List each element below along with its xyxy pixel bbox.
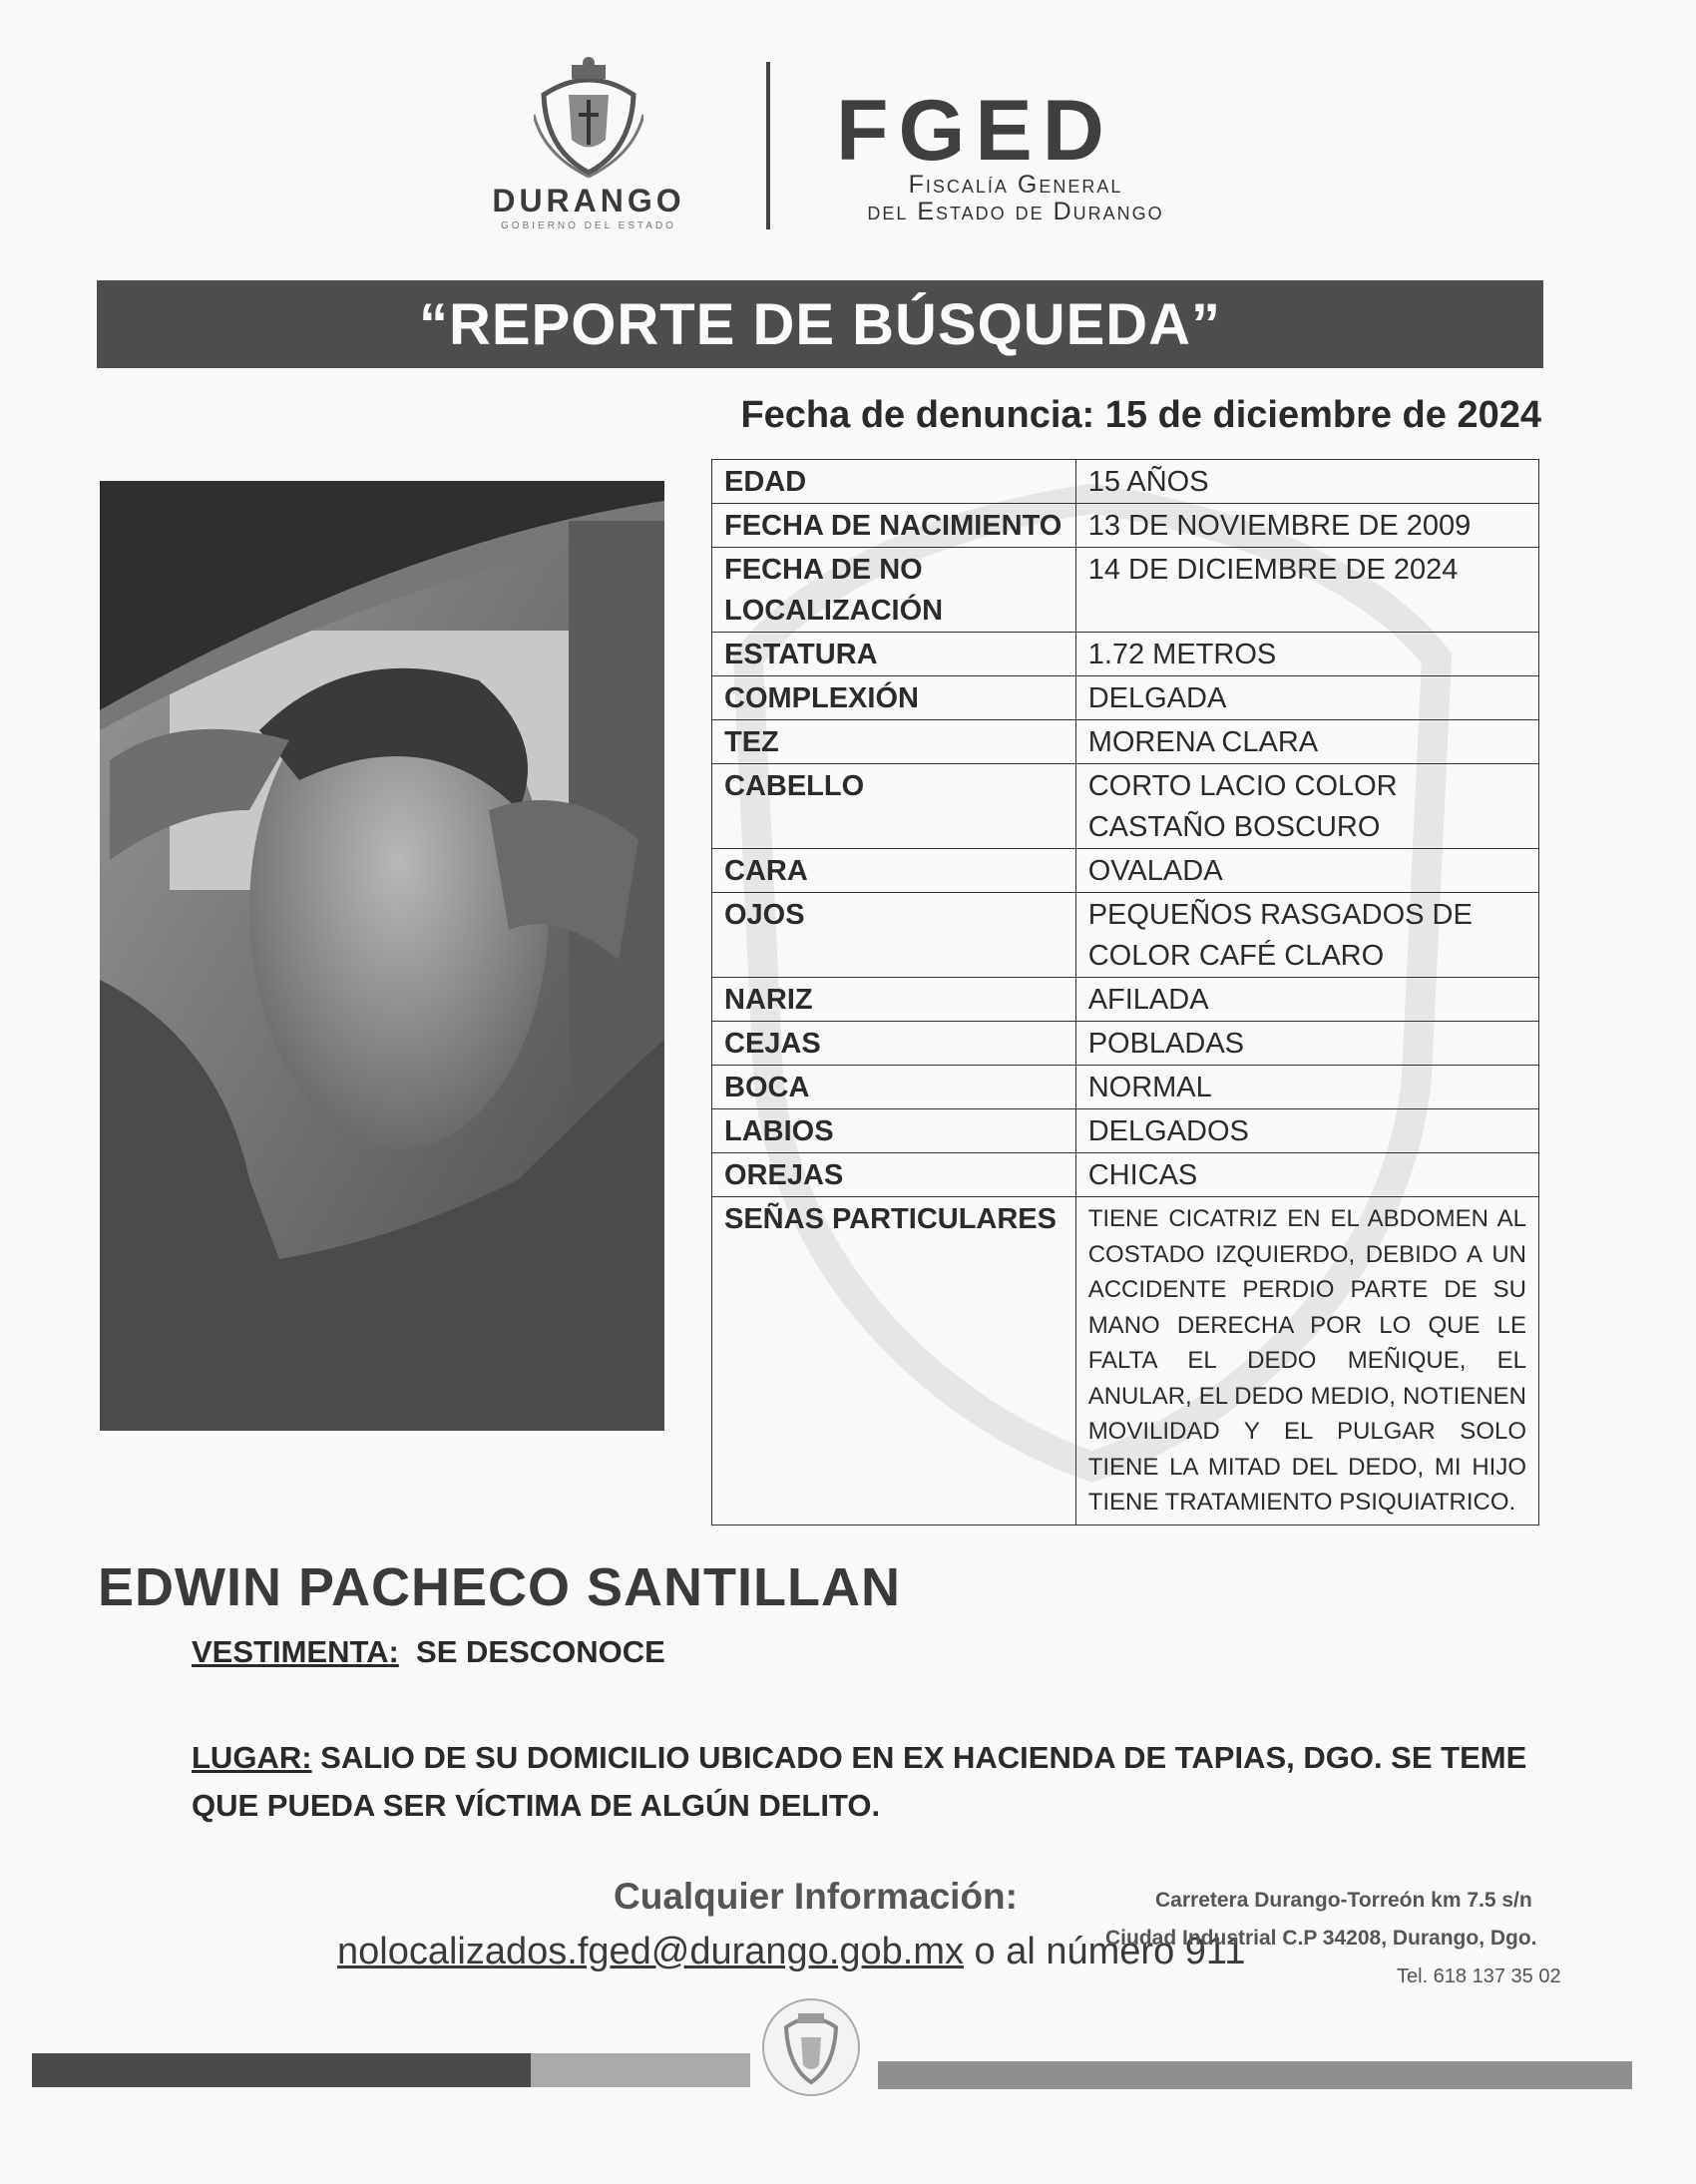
agency-name-line2: del Estado de Durango	[867, 198, 1164, 225]
clothing-value: SE DESCONOCE	[416, 1634, 665, 1669]
table-row	[712, 633, 1539, 676]
agency-name-line1: Fiscalía General	[908, 171, 1123, 199]
durango-logo-subtitle: GOBIERNO DEL ESTADO	[501, 220, 676, 231]
detail-label: ESTATURA	[712, 633, 1076, 676]
detail-value: 13 DE NOVIEMBRE DE 2009	[1075, 504, 1538, 548]
detail-value: POBLADAS	[1075, 1022, 1538, 1066]
contact-email-link[interactable]: nolocalizados.fged@durango.gob.mx	[337, 1931, 964, 1972]
detail-value: TIENE CICATRIZ EN EL ABDOMEN AL COSTADO IZQUIERDO, DEBIDO A UN ACCIDENTE PERDIO PARTE DE SU MANO DERECHA POR LO QUE LE FALTA EL DEDO MEÑIQUE, EL ANULAR, EL DEDO MEDIO, NOTIENEN MOVILIDAD Y EL PULGAR SOLO TIENE LA MITAD DEL DEDO, MI HIJO TIENE TRATAMIENTO PSIQUIATRICO.	[1075, 1197, 1538, 1526]
detail-label: COMPLEXIÓN	[712, 676, 1076, 720]
clothing-info	[192, 1634, 665, 1670]
physical-details-table	[711, 459, 1539, 1526]
table-row	[712, 849, 1539, 893]
detail-label: LABIOS	[712, 1109, 1076, 1153]
table-row	[712, 764, 1539, 849]
table-row	[712, 1066, 1539, 1109]
contact-heading: Cualquier Información:	[614, 1876, 1018, 1917]
detail-label: CEJAS	[712, 1022, 1076, 1066]
place-label: LUGAR:	[192, 1740, 312, 1775]
detail-value: AFILADA	[1075, 978, 1538, 1022]
footer-seal-icon	[746, 1987, 876, 2097]
detail-value: MORENA CLARA	[1075, 720, 1538, 764]
durango-state-logo	[439, 55, 738, 234]
detail-label: EDAD	[712, 460, 1076, 504]
place-value: SALIO DE SU DOMICILIO UBICADO EN EX HACIENDA DE TAPIAS, DGO. SE TEME QUE PUEDA SER VÍCTIMA DE ALGÚN DELITO.	[192, 1740, 1527, 1823]
detail-label: SEÑAS PARTICULARES	[712, 1197, 1076, 1526]
detail-label: OJOS	[712, 893, 1076, 978]
table-row	[712, 676, 1539, 720]
table-row	[712, 548, 1539, 633]
detail-value: OVALADA	[1075, 849, 1538, 893]
address-phone: Tel. 618 137 35 02	[1397, 1966, 1561, 1987]
page-title: “REPORTE DE BÚSQUEDA”	[418, 291, 1222, 357]
table-row	[712, 720, 1539, 764]
person-name: EDWIN PACHECO SANTILLAN	[98, 1557, 901, 1617]
footer-bar	[531, 2053, 750, 2087]
detail-value: DELGADA	[1075, 676, 1538, 720]
detail-value: 1.72 METROS	[1075, 633, 1538, 676]
table-row	[712, 504, 1539, 548]
address-line2: Ciudad Industrial C.P 34208, Durango, Dgo.	[1105, 1927, 1537, 1950]
coat-of-arms-icon	[534, 55, 643, 180]
table-row	[712, 1197, 1539, 1526]
detail-value: 14 DE DICIEMBRE DE 2024	[1075, 548, 1538, 633]
missing-person-photo	[100, 481, 664, 1431]
detail-value: DELGADOS	[1075, 1109, 1538, 1153]
detail-value: 15 AÑOS	[1075, 460, 1538, 504]
detail-label: CARA	[712, 849, 1076, 893]
detail-value: CHICAS	[1075, 1153, 1538, 1197]
contact-phone: o al número 911	[974, 1931, 1246, 1972]
footer-bar	[32, 2053, 531, 2087]
table-row	[712, 460, 1539, 504]
address-line1: Carretera Durango-Torreón km 7.5 s/n	[1155, 1889, 1532, 1912]
place-info	[192, 1734, 1558, 1830]
table-row	[712, 1022, 1539, 1066]
detail-label: CABELLO	[712, 764, 1076, 849]
footer-bar	[878, 2061, 1632, 2089]
header-divider	[766, 62, 770, 229]
detail-label: TEZ	[712, 720, 1076, 764]
detail-label: FECHA DE NACIMIENTO	[712, 504, 1076, 548]
clothing-label: VESTIMENTA:	[192, 1634, 399, 1669]
detail-value: CORTO LACIO COLOR CASTAÑO BOSCURO	[1075, 764, 1538, 849]
detail-label: OREJAS	[712, 1153, 1076, 1197]
table-row	[712, 978, 1539, 1022]
table-row	[712, 1109, 1539, 1153]
detail-label: FECHA DE NO LOCALIZACIÓN	[712, 548, 1076, 633]
report-date: Fecha de denuncia: 15 de diciembre de 2024	[740, 394, 1541, 436]
table-row	[712, 1153, 1539, 1197]
durango-logo-word: DURANGO	[492, 183, 685, 218]
agency-acronym: FGED	[836, 83, 1114, 179]
detail-value: PEQUEÑOS RASGADOS DE COLOR CAFÉ CLARO	[1075, 893, 1538, 978]
detail-label: NARIZ	[712, 978, 1076, 1022]
title-banner	[97, 280, 1543, 368]
detail-label: BOCA	[712, 1066, 1076, 1109]
table-row	[712, 893, 1539, 978]
detail-value: NORMAL	[1075, 1066, 1538, 1109]
